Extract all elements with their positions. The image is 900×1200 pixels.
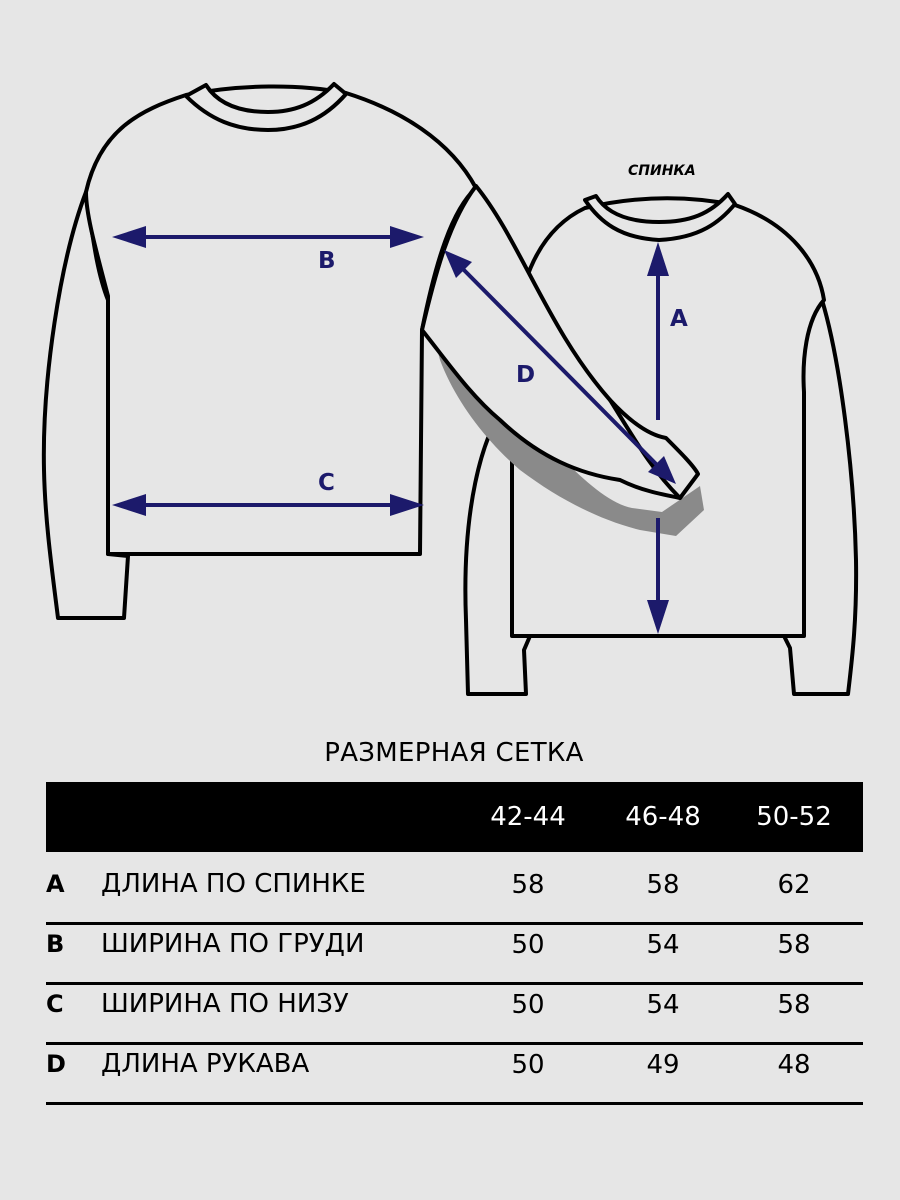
- size-header-3: 50-52: [756, 802, 832, 832]
- label-a: A: [670, 306, 688, 332]
- label-d: D: [516, 362, 536, 388]
- row-label: ДЛИНА ПО СПИНКЕ: [101, 869, 366, 899]
- row-value: 49: [646, 1050, 680, 1080]
- row-value: 62: [777, 870, 811, 900]
- row-label: ДЛИНА РУКАВА: [101, 1049, 310, 1079]
- table-row: [46, 1042, 863, 1105]
- row-value: 50: [511, 990, 545, 1020]
- back-view-caption: СПИНКА: [628, 163, 696, 179]
- row-value: 54: [646, 930, 680, 960]
- row-value: 58: [646, 870, 680, 900]
- size-table-header: [46, 782, 863, 852]
- row-label: ШИРИНА ПО НИЗУ: [101, 989, 349, 1019]
- table-row: [46, 982, 863, 1045]
- row-value: 58: [777, 990, 811, 1020]
- row-value: 58: [777, 930, 811, 960]
- row-letter: C: [46, 990, 64, 1018]
- row-letter: A: [46, 870, 65, 898]
- size-table-title: РАЗМЕРНАЯ СЕТКА: [324, 738, 584, 768]
- row-letter: B: [46, 930, 65, 958]
- row-value: 50: [511, 930, 545, 960]
- row-value: 58: [511, 870, 545, 900]
- label-c: C: [318, 470, 335, 496]
- row-value: 54: [646, 990, 680, 1020]
- table-row: [46, 922, 863, 985]
- row-value: 48: [777, 1050, 811, 1080]
- size-header-2: 46-48: [625, 802, 701, 832]
- row-letter: D: [46, 1050, 66, 1078]
- row-value: 50: [511, 1050, 545, 1080]
- size-header-1: 42-44: [490, 802, 566, 832]
- row-label: ШИРИНА ПО ГРУДИ: [101, 929, 365, 959]
- label-b: B: [318, 248, 336, 274]
- table-row: [46, 862, 863, 925]
